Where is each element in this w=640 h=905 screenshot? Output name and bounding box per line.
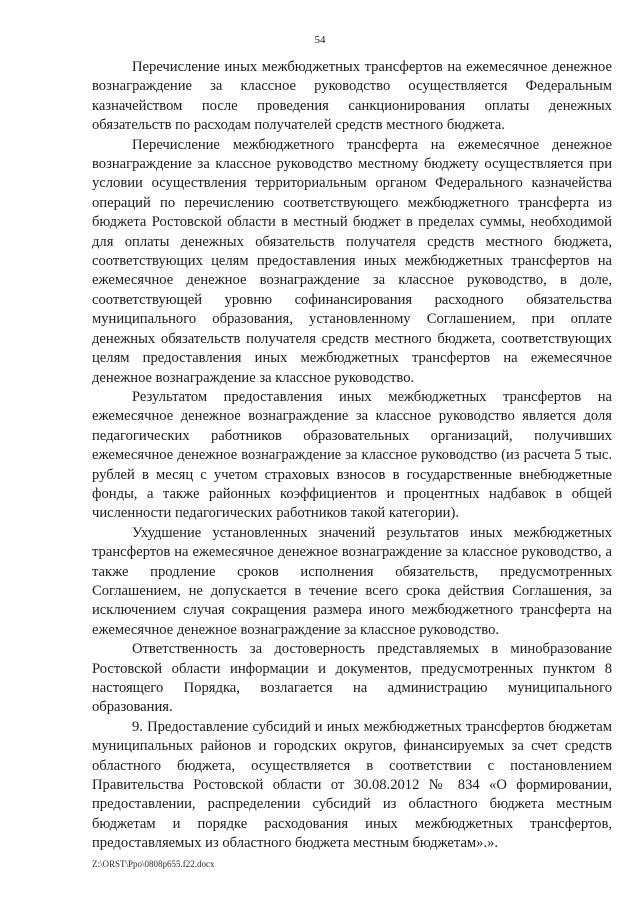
document-body	[92, 58, 612, 854]
page-number: 54	[314, 34, 326, 46]
paragraph-item-9-subsidies: 9. Предоставление субсидий и иных межбюджетных трансфертов бюджетам муниципальных районов и городских округов, финансируемых за счет средств областного бюджета, осуществляется в соответствии с постановлением Правительства Ростовской области от 30.08.2012 № 834 «О формировании, предоставлении, распределении субсидий из областного бюджета местным бюджетам и порядке расходования иных межбюджетных трансфертов, предоставляемых из областного бюджета местным бюджетам».».	[92, 718, 612, 852]
paragraph-responsibility: Ответственность за достоверность представляемых в минобразование Ростовской области информации и документов, предусмотренных пунктом 8 настоящего Порядка, возлагается на администрацию муниципального образования.	[92, 641, 612, 716]
paragraph-deterioration-not-allowed: Ухудшение установленных значений результатов иных межбюджетных трансфертов на ежемесячное денежное вознаграждение за классное руководство, а также продление сроков исполнения обязательств, предусмотренных Соглашением, не допускается в течение всего срока действия Соглашения, за исключением случая сокращения размера иного межбюджетного трансферта на ежемесячное денежное вознаграждение за классное руководство.	[92, 524, 612, 638]
paragraph-result-indicator: Результатом предоставления иных межбюджетных трансфертов на ежемесячное денежное вознаграждение за классное руководство является доля педагогических работников образовательных организаций, получивших ежемесячное денежное вознаграждение за классное руководство (из расчета 5 тыс. рублей в месяц с учетом страховых взносов в государственные внебюджетные фонды, а также районных коэффициентов и процентных надбавок в общей численности педагогических работников такой категории).	[92, 388, 612, 522]
paragraph-transfer-conditions: Перечисление межбюджетного трансферта на ежемесячное денежное вознаграждение за классное руководство местному бюджету осуществляется при условии осуществления территориальным органом Федерального казначейства операций по перечислению соответствующего межбюджетного трансферта из бюджета Ростовской области в местный бюджет в пределах суммы, необходимой для оплаты денежных обязательств получателя средств местного бюджета, соответствующих целям предоставления иных межбюджетных трансфертов на ежемесячное денежное вознаграждение за классное руководство, в доле, соответствующей уровню софинансирования расходного обязательства муниципального образования, установленному Соглашением, при оплате денежных обязательств получателя средств местного бюджета, соответствующих целям предоставления иных межбюджетных трансфертов на ежемесячное денежное вознаграждение за классное руководство.	[92, 136, 612, 386]
footer-file-path: Z:\ORST\Ppo\0808p655.f22.docx	[92, 859, 215, 869]
paragraph-transfer-federal-treasury: Перечисление иных межбюджетных трансфертов на ежемесячное денежное вознаграждение за классное руководство осуществляется Федеральным казначейством после проведения санкционирования оплаты денежных обязательств по расходам получателей средств местного бюджета.	[92, 59, 612, 134]
